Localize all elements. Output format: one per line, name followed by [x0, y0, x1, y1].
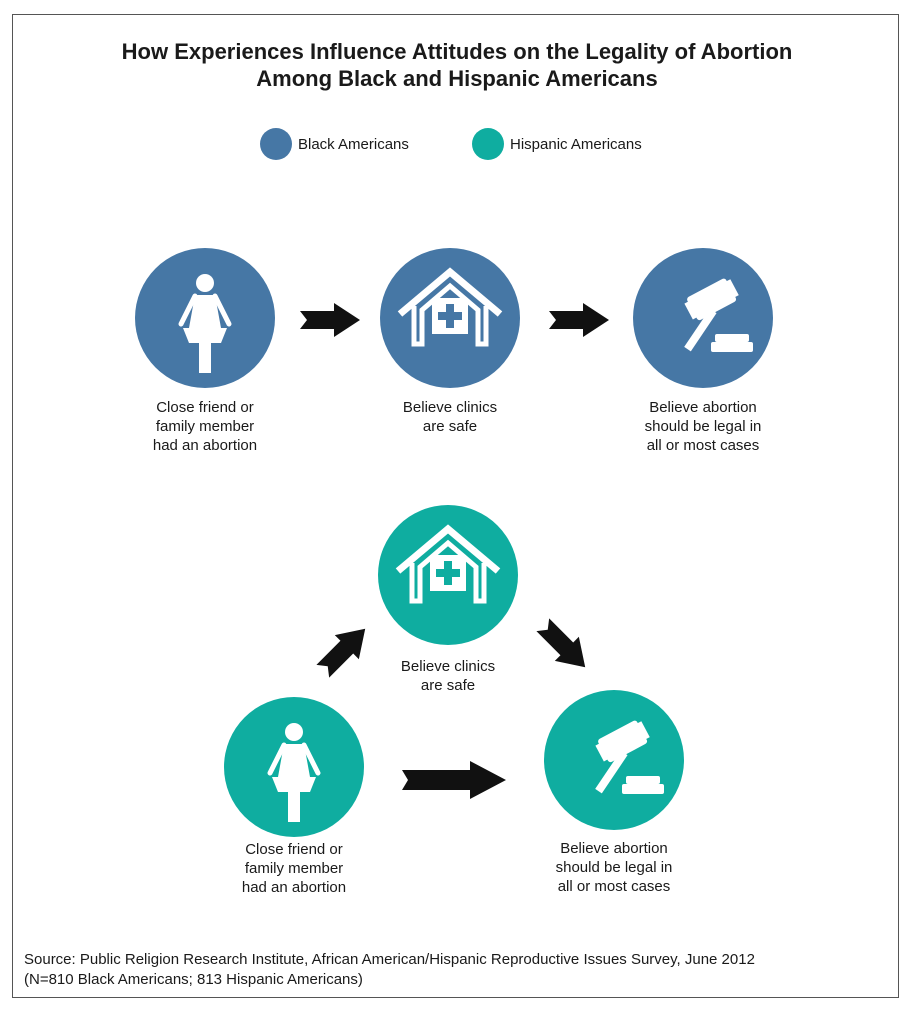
legend-label-black: Black Americans — [298, 135, 409, 153]
black-clinics-node — [380, 248, 520, 388]
black-experience-label — [105, 398, 305, 455]
title-line-1: How Experiences Influence Attitudes on the Legality of Abortion — [121, 39, 793, 64]
clinic-house-icon — [378, 505, 518, 645]
legend-swatch-black — [260, 128, 292, 160]
title-line-2: Among Black and Hispanic Americans — [256, 66, 658, 91]
label-line: should be legal in — [644, 418, 762, 435]
label-line: family member — [244, 860, 344, 877]
hispanic-legal-label — [514, 839, 714, 896]
source-line-1: Source: Public Religion Research Institute, African American/Hispanic Reproductive Issues Survey, June 2012 — [24, 951, 755, 968]
gavel-icon — [544, 690, 684, 830]
hispanic-legal-node — [544, 690, 684, 830]
black-clinics-label — [350, 398, 550, 436]
label-line: are safe — [422, 418, 478, 435]
label-line: are safe — [420, 677, 476, 694]
label-line: had an abortion — [241, 879, 347, 896]
clinic-house-icon — [380, 248, 520, 388]
arrow-icon — [547, 302, 611, 338]
woman-icon — [135, 248, 275, 388]
black-legal-node — [633, 248, 773, 388]
hispanic-clinics-label — [348, 657, 548, 695]
label-line: Believe clinics — [402, 399, 498, 416]
hispanic-experience-label — [194, 840, 394, 897]
figure-title — [0, 38, 914, 92]
legend-label-hispanic: Hispanic Americans — [510, 135, 642, 153]
woman-icon — [224, 697, 364, 837]
gavel-icon — [633, 248, 773, 388]
arrow-icon — [400, 760, 508, 800]
label-line: should be legal in — [555, 859, 673, 876]
arrow-icon — [298, 302, 362, 338]
label-line: Believe abortion — [649, 399, 757, 416]
label-line: Believe clinics — [400, 658, 496, 675]
source-line-2: (N=810 Black Americans; 813 Hispanic Americans) — [24, 971, 363, 988]
hispanic-experience-node — [224, 697, 364, 837]
label-line: Close friend or — [156, 399, 254, 416]
label-line: all or most cases — [646, 437, 760, 454]
label-line: had an abortion — [152, 437, 258, 454]
legend-swatch-hispanic — [472, 128, 504, 160]
label-line: family member — [155, 418, 255, 435]
black-experience-node — [135, 248, 275, 388]
black-legal-label — [603, 398, 803, 455]
hispanic-clinics-node — [378, 505, 518, 645]
legend-item-black — [260, 128, 409, 160]
label-line: Believe abortion — [560, 840, 668, 857]
source-note — [24, 950, 884, 990]
label-line: all or most cases — [557, 878, 671, 895]
label-line: Close friend or — [245, 841, 343, 858]
legend-item-hispanic — [472, 128, 642, 160]
